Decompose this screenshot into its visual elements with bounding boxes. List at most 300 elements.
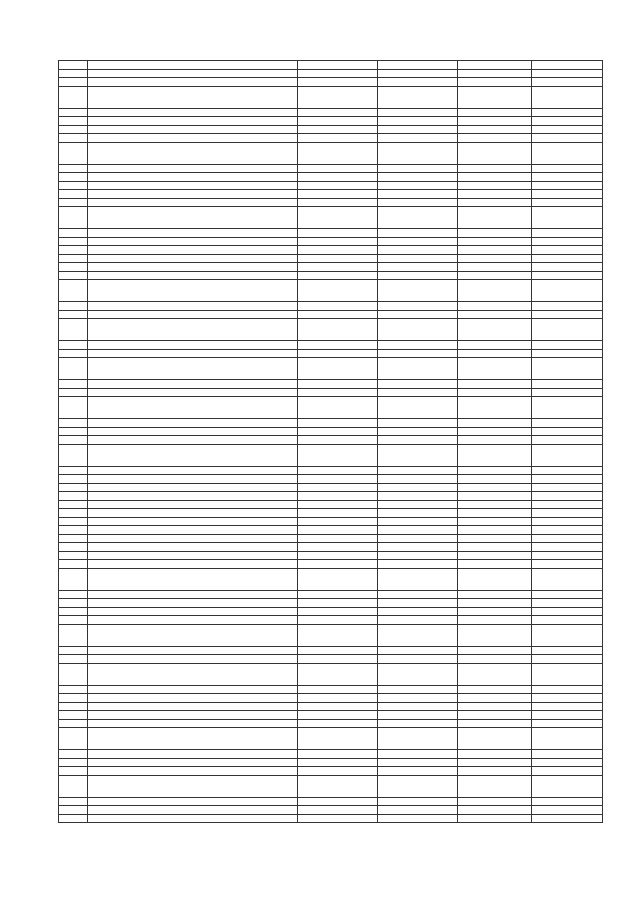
table-cell xyxy=(59,254,88,263)
table-cell xyxy=(298,444,378,466)
table-row xyxy=(59,466,603,475)
table-cell xyxy=(59,319,88,341)
table-row xyxy=(59,86,603,108)
table-cell xyxy=(532,427,603,436)
table-row xyxy=(59,271,603,280)
table-cell xyxy=(378,775,458,797)
table-row xyxy=(59,341,603,350)
table-cell xyxy=(532,702,603,711)
table-cell xyxy=(532,271,603,280)
table-cell xyxy=(59,427,88,436)
table-cell xyxy=(88,310,298,319)
table-cell xyxy=(378,694,458,703)
table-cell xyxy=(458,181,532,190)
table-row xyxy=(59,500,603,509)
table-cell xyxy=(59,436,88,445)
table-cell xyxy=(88,509,298,518)
data-table xyxy=(58,60,603,823)
table-cell xyxy=(88,117,298,126)
table-cell xyxy=(378,134,458,143)
table-cell xyxy=(458,599,532,608)
table-row xyxy=(59,685,603,694)
table-cell xyxy=(532,319,603,341)
table-cell xyxy=(88,302,298,311)
table-cell xyxy=(59,310,88,319)
table-cell xyxy=(88,685,298,694)
table-row xyxy=(59,181,603,190)
table-cell xyxy=(378,349,458,358)
table-cell xyxy=(59,271,88,280)
table-body xyxy=(59,69,603,823)
table-cell xyxy=(458,526,532,535)
table-row xyxy=(59,444,603,466)
table-row xyxy=(59,624,603,646)
table-cell xyxy=(88,134,298,143)
table-cell xyxy=(88,397,298,419)
table-cell xyxy=(298,358,378,380)
table-cell xyxy=(532,517,603,526)
table-cell xyxy=(458,173,532,182)
table-cell xyxy=(458,806,532,815)
table-cell xyxy=(532,125,603,134)
table-cell xyxy=(88,263,298,272)
table-cell xyxy=(59,117,88,126)
table-row xyxy=(59,560,603,569)
table-cell xyxy=(378,616,458,625)
table-cell xyxy=(458,319,532,341)
table-cell xyxy=(532,207,603,229)
table-cell xyxy=(59,181,88,190)
table-cell xyxy=(532,492,603,501)
table-cell xyxy=(298,663,378,685)
table-cell xyxy=(378,492,458,501)
table-cell xyxy=(59,616,88,625)
table-cell xyxy=(378,229,458,238)
table-row xyxy=(59,173,603,182)
table-cell xyxy=(532,797,603,806)
table-cell xyxy=(378,69,458,78)
table-row xyxy=(59,108,603,117)
table-cell xyxy=(458,271,532,280)
table-cell xyxy=(458,663,532,685)
table-cell xyxy=(298,246,378,255)
table-cell xyxy=(378,173,458,182)
table-cell xyxy=(88,142,298,164)
table-cell xyxy=(59,246,88,255)
table-row xyxy=(59,237,603,246)
table-cell xyxy=(532,543,603,552)
table-cell xyxy=(458,711,532,720)
table-cell xyxy=(88,419,298,428)
table-cell xyxy=(88,543,298,552)
table-cell xyxy=(88,624,298,646)
table-cell xyxy=(378,599,458,608)
table-cell xyxy=(59,302,88,311)
table-cell xyxy=(88,517,298,526)
table-cell xyxy=(59,526,88,535)
table-cell xyxy=(458,543,532,552)
table-cell xyxy=(378,444,458,466)
table-cell xyxy=(532,758,603,767)
table-cell xyxy=(59,646,88,655)
table-cell xyxy=(59,173,88,182)
table-row xyxy=(59,646,603,655)
table-cell xyxy=(88,616,298,625)
table-cell xyxy=(532,198,603,207)
table-cell xyxy=(59,444,88,466)
table-row xyxy=(59,758,603,767)
table-cell xyxy=(458,388,532,397)
table-cell xyxy=(378,388,458,397)
table-cell xyxy=(59,207,88,229)
table-cell xyxy=(532,526,603,535)
table-cell xyxy=(458,78,532,87)
table-cell xyxy=(298,694,378,703)
table-cell xyxy=(458,302,532,311)
header-cell xyxy=(458,61,532,70)
table-row xyxy=(59,229,603,238)
table-cell xyxy=(378,280,458,302)
table-cell xyxy=(59,702,88,711)
table-cell xyxy=(298,526,378,535)
table-cell xyxy=(458,616,532,625)
table-cell xyxy=(458,728,532,750)
table-cell xyxy=(88,797,298,806)
table-cell xyxy=(532,685,603,694)
table-cell xyxy=(378,142,458,164)
table-cell xyxy=(298,117,378,126)
table-cell xyxy=(88,492,298,501)
table-cell xyxy=(458,427,532,436)
table-cell xyxy=(88,380,298,389)
table-row xyxy=(59,655,603,664)
table-cell xyxy=(298,551,378,560)
table-cell xyxy=(59,86,88,108)
table-cell xyxy=(378,181,458,190)
table-cell xyxy=(532,108,603,117)
table-row xyxy=(59,358,603,380)
table-cell xyxy=(88,78,298,87)
table-cell xyxy=(532,69,603,78)
table-cell xyxy=(88,388,298,397)
table-row xyxy=(59,207,603,229)
table-cell xyxy=(88,280,298,302)
table-cell xyxy=(88,254,298,263)
table-cell xyxy=(59,560,88,569)
table-cell xyxy=(458,142,532,164)
table-cell xyxy=(88,341,298,350)
table-cell xyxy=(88,271,298,280)
table-cell xyxy=(532,655,603,664)
table-cell xyxy=(532,173,603,182)
table-cell xyxy=(59,164,88,173)
table-cell xyxy=(458,767,532,776)
table-row xyxy=(59,142,603,164)
table-row xyxy=(59,775,603,797)
table-cell xyxy=(59,134,88,143)
table-cell xyxy=(59,263,88,272)
table-cell xyxy=(532,117,603,126)
table-cell xyxy=(532,380,603,389)
table-cell xyxy=(532,646,603,655)
table-row xyxy=(59,419,603,428)
table-cell xyxy=(458,624,532,646)
table-cell xyxy=(458,775,532,797)
table-cell xyxy=(532,341,603,350)
table-cell xyxy=(458,560,532,569)
table-cell xyxy=(59,814,88,823)
table-cell xyxy=(378,758,458,767)
table-cell xyxy=(532,466,603,475)
table-cell xyxy=(532,719,603,728)
table-cell xyxy=(298,607,378,616)
table-cell xyxy=(378,624,458,646)
table-cell xyxy=(532,358,603,380)
table-cell xyxy=(298,616,378,625)
table-cell xyxy=(59,607,88,616)
table-cell xyxy=(298,271,378,280)
table-cell xyxy=(59,492,88,501)
table-cell xyxy=(59,685,88,694)
table-row xyxy=(59,254,603,263)
table-row xyxy=(59,164,603,173)
table-cell xyxy=(59,198,88,207)
table-cell xyxy=(298,806,378,815)
table-cell xyxy=(532,728,603,750)
table-cell xyxy=(458,207,532,229)
table-cell xyxy=(88,663,298,685)
table-cell xyxy=(298,775,378,797)
table-cell xyxy=(378,207,458,229)
table-row xyxy=(59,78,603,87)
table-cell xyxy=(59,475,88,484)
table-cell xyxy=(378,663,458,685)
table-row xyxy=(59,543,603,552)
table-row xyxy=(59,310,603,319)
table-cell xyxy=(88,427,298,436)
table-cell xyxy=(88,590,298,599)
table-cell xyxy=(532,419,603,428)
table-cell xyxy=(532,475,603,484)
table-cell xyxy=(298,319,378,341)
table-cell xyxy=(458,254,532,263)
table-row xyxy=(59,797,603,806)
table-cell xyxy=(88,607,298,616)
table-row xyxy=(59,663,603,685)
table-cell xyxy=(458,702,532,711)
table-cell xyxy=(298,767,378,776)
table-cell xyxy=(378,117,458,126)
table-cell xyxy=(532,806,603,815)
table-row xyxy=(59,319,603,341)
table-cell xyxy=(59,419,88,428)
table-row xyxy=(59,814,603,823)
page-number xyxy=(58,44,602,58)
table-cell xyxy=(378,655,458,664)
table-cell xyxy=(378,108,458,117)
table-cell xyxy=(88,237,298,246)
table-cell xyxy=(378,483,458,492)
table-cell xyxy=(59,69,88,78)
table-cell xyxy=(458,568,532,590)
table-cell xyxy=(88,475,298,484)
table-cell xyxy=(532,229,603,238)
table-cell xyxy=(298,750,378,759)
table-cell xyxy=(59,280,88,302)
table-cell xyxy=(378,475,458,484)
table-cell xyxy=(298,86,378,108)
table-cell xyxy=(378,685,458,694)
table-cell xyxy=(378,436,458,445)
table-row xyxy=(59,517,603,526)
table-row xyxy=(59,302,603,311)
table-cell xyxy=(59,711,88,720)
table-cell xyxy=(378,568,458,590)
table-cell xyxy=(378,263,458,272)
table-cell xyxy=(532,509,603,518)
table-cell xyxy=(59,500,88,509)
table-cell xyxy=(59,767,88,776)
table-cell xyxy=(378,526,458,535)
table-cell xyxy=(298,380,378,389)
table-cell xyxy=(378,797,458,806)
table-cell xyxy=(88,190,298,199)
table-cell xyxy=(298,568,378,590)
table-row xyxy=(59,568,603,590)
table-cell xyxy=(378,78,458,87)
table-cell xyxy=(59,534,88,543)
table-cell xyxy=(298,509,378,518)
table-cell xyxy=(458,814,532,823)
table-cell xyxy=(532,397,603,419)
table-cell xyxy=(458,69,532,78)
table-cell xyxy=(298,302,378,311)
table-cell xyxy=(378,310,458,319)
table-cell xyxy=(532,181,603,190)
table-row xyxy=(59,263,603,272)
table-cell xyxy=(458,444,532,466)
table-cell xyxy=(532,86,603,108)
table-cell xyxy=(532,750,603,759)
table-row xyxy=(59,198,603,207)
table-cell xyxy=(59,108,88,117)
table-cell xyxy=(88,526,298,535)
table-cell xyxy=(378,806,458,815)
table-cell xyxy=(88,767,298,776)
table-cell xyxy=(378,302,458,311)
table-cell xyxy=(298,142,378,164)
table-cell xyxy=(378,380,458,389)
table-cell xyxy=(378,164,458,173)
table-cell xyxy=(88,551,298,560)
table-cell xyxy=(298,78,378,87)
table-cell xyxy=(59,517,88,526)
table-cell xyxy=(458,534,532,543)
table-row xyxy=(59,728,603,750)
table-cell xyxy=(378,397,458,419)
table-cell xyxy=(458,685,532,694)
table-cell xyxy=(298,164,378,173)
table-cell xyxy=(298,388,378,397)
table-cell xyxy=(298,711,378,720)
table-cell xyxy=(88,655,298,664)
table-cell xyxy=(532,616,603,625)
table-cell xyxy=(532,190,603,199)
table-cell xyxy=(378,86,458,108)
table-cell xyxy=(59,349,88,358)
table-cell xyxy=(298,685,378,694)
table-cell xyxy=(378,728,458,750)
table-cell xyxy=(458,758,532,767)
table-cell xyxy=(532,694,603,703)
table-cell xyxy=(59,719,88,728)
table-cell xyxy=(458,509,532,518)
table-cell xyxy=(532,767,603,776)
table-row xyxy=(59,483,603,492)
table-cell xyxy=(88,444,298,466)
table-cell xyxy=(378,590,458,599)
table-cell xyxy=(88,125,298,134)
table-cell xyxy=(298,341,378,350)
table-cell xyxy=(298,207,378,229)
table-cell xyxy=(88,560,298,569)
table-cell xyxy=(298,125,378,134)
table-cell xyxy=(378,767,458,776)
table-row xyxy=(59,526,603,535)
table-cell xyxy=(458,607,532,616)
table-cell xyxy=(458,341,532,350)
table-cell xyxy=(59,590,88,599)
table-row xyxy=(59,436,603,445)
table-cell xyxy=(88,436,298,445)
table-cell xyxy=(378,719,458,728)
table-cell xyxy=(378,551,458,560)
table-cell xyxy=(59,341,88,350)
table-cell xyxy=(59,543,88,552)
table-cell xyxy=(532,78,603,87)
table-cell xyxy=(298,134,378,143)
table-row xyxy=(59,280,603,302)
table-cell xyxy=(458,466,532,475)
table-cell xyxy=(59,466,88,475)
table-cell xyxy=(298,814,378,823)
table-cell xyxy=(532,607,603,616)
table-row xyxy=(59,702,603,711)
table-cell xyxy=(532,388,603,397)
table-cell xyxy=(298,517,378,526)
table-cell xyxy=(298,466,378,475)
table-cell xyxy=(59,758,88,767)
table-cell xyxy=(458,797,532,806)
table-cell xyxy=(532,237,603,246)
table-cell xyxy=(378,271,458,280)
table-cell xyxy=(378,534,458,543)
table-cell xyxy=(532,134,603,143)
table-cell xyxy=(458,117,532,126)
table-cell xyxy=(458,436,532,445)
table-cell xyxy=(298,310,378,319)
table-cell xyxy=(458,419,532,428)
table-cell xyxy=(59,237,88,246)
table-cell xyxy=(59,358,88,380)
table-cell xyxy=(59,568,88,590)
table-cell xyxy=(88,750,298,759)
header-cell xyxy=(88,61,298,70)
table-cell xyxy=(59,806,88,815)
table-cell xyxy=(378,198,458,207)
table-cell xyxy=(298,280,378,302)
table-cell xyxy=(458,198,532,207)
